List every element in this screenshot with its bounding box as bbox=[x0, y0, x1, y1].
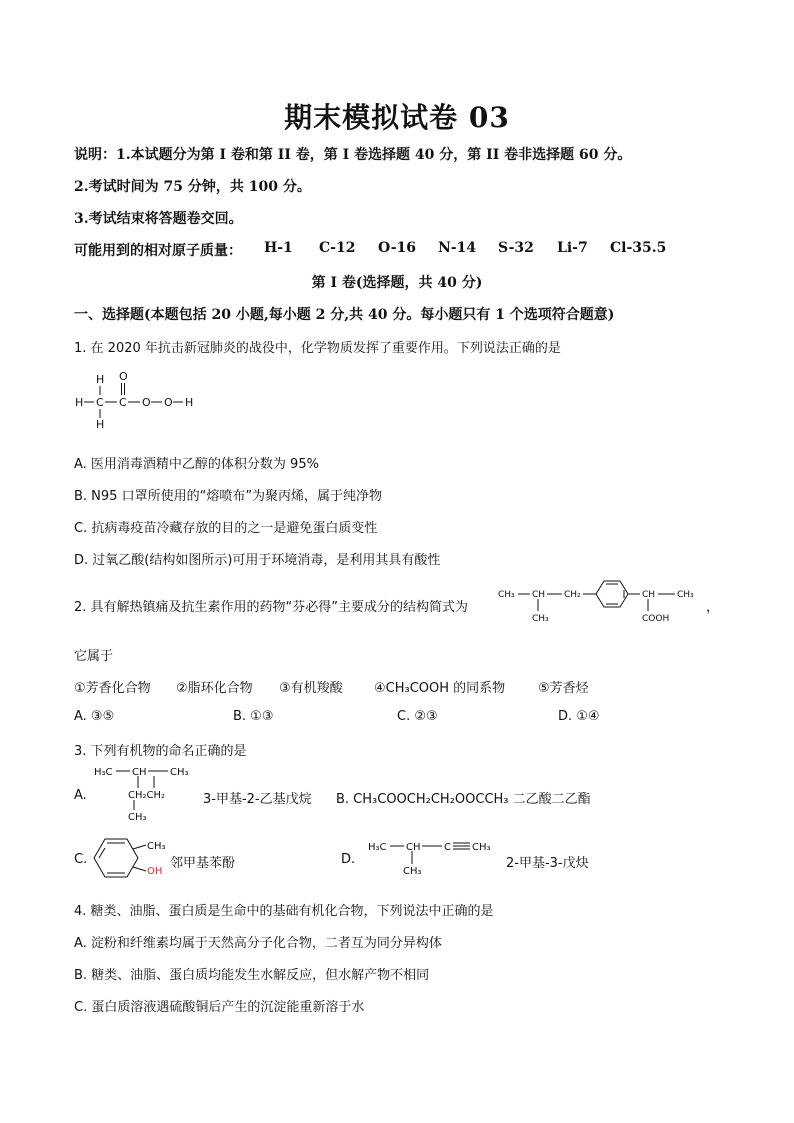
section-title: 第 I 卷(选择题，共 40 分) bbox=[311, 275, 483, 291]
svg-text:CH₃: CH₃ bbox=[498, 590, 515, 600]
svg-text:O: O bbox=[142, 396, 151, 409]
atomic-mass-li: Li-7 bbox=[557, 240, 588, 256]
svg-text:CH: CH bbox=[132, 767, 147, 778]
instruction-line-2: 2.考试时间为 75 分钟，共 100 分。 bbox=[74, 179, 311, 195]
q4-option-c: C. 蛋白质溶液遇硫酸铜后产生的沉淀能重新溶于水 bbox=[74, 1000, 365, 1015]
svg-text:H: H bbox=[75, 396, 84, 409]
q2-comma: ， bbox=[706, 600, 720, 615]
atomic-mass-line bbox=[74, 240, 734, 260]
q2-category-5: ⑤芳香烃 bbox=[538, 681, 589, 696]
q3-option-a-label: A. bbox=[74, 788, 87, 803]
svg-text:CH₃: CH₃ bbox=[472, 842, 491, 853]
svg-text:O: O bbox=[164, 396, 173, 409]
svg-text:CH₂: CH₂ bbox=[564, 590, 581, 600]
q2-category-3: ③有机羧酸 bbox=[279, 681, 343, 696]
q2-belongs: 它属于 bbox=[74, 649, 114, 664]
q3-option-c-name: 邻甲基苯酚 bbox=[170, 856, 236, 871]
q2-category-1: ①芳香化合物 bbox=[74, 681, 151, 696]
q2-stem: 2. 具有解热镇痛及抗生素作用的药物“芬必得”主要成分的结构简式为 bbox=[74, 600, 469, 615]
q1-option-d: D. 过氧乙酸(结构如图所示)可用于环境消毒，是利用其具有酸性 bbox=[74, 553, 441, 568]
q1-option-a: A. 医用消毒酒精中乙醇的体积分数为 95% bbox=[74, 457, 319, 472]
svg-text:H₃C: H₃C bbox=[368, 842, 387, 853]
q3-option-d-label: D. bbox=[341, 852, 356, 867]
q2-option-d: D. ①④ bbox=[558, 709, 600, 724]
svg-text:CH: CH bbox=[532, 590, 546, 600]
svg-text:CH: CH bbox=[642, 590, 656, 600]
instruction-line-3: 3.考试结束将答题卷交回。 bbox=[74, 211, 243, 227]
svg-text:CH₂CH₂: CH₂CH₂ bbox=[128, 790, 166, 801]
part-heading: 一、选择题(本题包括 20 小题,每小题 2 分,共 40 分。每小题只有 1 个选项符合题意) bbox=[74, 307, 615, 323]
q3-option-c-label: C. bbox=[74, 852, 88, 867]
atomic-mass-cl: Cl-35.5 bbox=[610, 240, 667, 256]
q3-option-a-structure bbox=[92, 762, 202, 824]
q2-category-4: ④CH₃COOH 的同系物 bbox=[374, 681, 506, 696]
svg-text:H: H bbox=[185, 396, 194, 409]
q3-stem: 3. 下列有机物的命名正确的是 bbox=[74, 744, 247, 759]
svg-text:CH₃: CH₃ bbox=[403, 866, 422, 877]
svg-text:H: H bbox=[96, 373, 105, 386]
q3-option-b: B. CH₃COOCH₂CH₂OOCCH₃ 二乙酸二乙酯 bbox=[336, 792, 591, 807]
q1-option-c: C. 抗病毒疫苗冷藏存放的目的之一是避免蛋白质变性 bbox=[74, 521, 378, 536]
svg-text:CH₃: CH₃ bbox=[677, 590, 694, 600]
svg-text:O: O bbox=[119, 370, 128, 383]
q2-option-c: C. ②③ bbox=[397, 709, 438, 724]
svg-text:CH: CH bbox=[406, 842, 421, 853]
q4-stem: 4. 糖类、油脂、蛋白质是生命中的基础有机化合物，下列说法中正确的是 bbox=[74, 904, 494, 919]
page-title: 期末模拟试卷 03 bbox=[284, 101, 510, 134]
atomic-mass-n: N-14 bbox=[438, 240, 477, 256]
q4-option-b: B. 糖类、油脂、蛋白质均能发生水解反应，但水解产物不相同 bbox=[74, 968, 430, 983]
svg-text:CH₃: CH₃ bbox=[128, 812, 147, 823]
svg-text:COOH: COOH bbox=[642, 614, 670, 624]
ibuprofen-structure bbox=[496, 580, 708, 628]
q2-category-2: ②脂环化合物 bbox=[176, 681, 253, 696]
peracetic-acid-structure bbox=[72, 368, 202, 430]
svg-text:C: C bbox=[96, 396, 104, 409]
q3-option-d-name: 2-甲基-3-戊炔 bbox=[506, 856, 589, 871]
q2-option-b: B. ①③ bbox=[233, 709, 274, 724]
q3-option-c-structure bbox=[90, 836, 172, 880]
atomic-mass-c: C-12 bbox=[319, 240, 356, 256]
atomic-mass-label: 可能用到的相对原子质量： bbox=[74, 243, 242, 259]
q2-option-a: A. ③⑤ bbox=[74, 709, 115, 724]
svg-text:C: C bbox=[119, 396, 127, 409]
atomic-mass-o: O-16 bbox=[378, 240, 417, 256]
svg-text:H: H bbox=[96, 418, 105, 430]
q1-option-b: B. N95 口罩所使用的“熔喷布”为聚丙烯，属于纯净物 bbox=[74, 489, 383, 504]
q3-option-d-structure bbox=[366, 836, 502, 878]
svg-text:H₃C: H₃C bbox=[94, 767, 113, 778]
svg-text:CH₃: CH₃ bbox=[170, 767, 189, 778]
svg-text:OH: OH bbox=[147, 866, 163, 877]
q4-option-a: A. 淀粉和纤维素均属于天然高分子化合物，二者互为同分异构体 bbox=[74, 936, 442, 951]
instruction-line-1: 说明：1.本试题分为第 I 卷和第 II 卷，第 I 卷选择题 40 分，第 II 卷非选择题 60 分。 bbox=[74, 147, 632, 163]
svg-text:C: C bbox=[444, 842, 451, 853]
atomic-mass-h: H-1 bbox=[264, 240, 293, 256]
svg-text:CH₃: CH₃ bbox=[532, 614, 549, 624]
q3-option-a-name: 3-甲基-2-乙基戊烷 bbox=[203, 792, 312, 807]
atomic-mass-s: S-32 bbox=[498, 240, 534, 256]
svg-text:CH₃: CH₃ bbox=[147, 841, 166, 852]
q1-stem: 1. 在 2020 年抗击新冠肺炎的战役中，化学物质发挥了重要作用。下列说法正确的是 bbox=[74, 341, 561, 356]
